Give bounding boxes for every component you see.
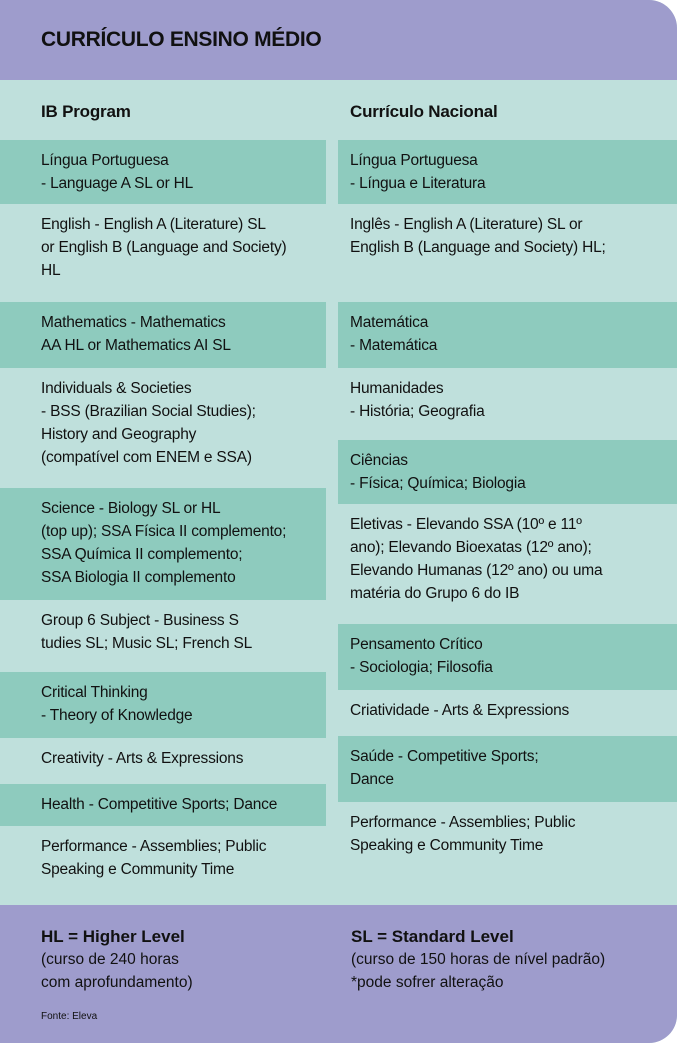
left-subject-line: Performance - Assemblies; Public	[41, 838, 267, 855]
right-subject-line: Matemática	[350, 314, 429, 331]
left-subject-line: Mathematics - Mathematics	[41, 314, 226, 331]
right-subject-line: - Física; Química; Biologia	[350, 475, 526, 492]
header-bar	[0, 0, 677, 80]
left-subject-line: SSA Química II complemento;	[41, 546, 243, 563]
left-subject-cell	[0, 784, 326, 826]
right-subject-line: Eletivas - Elevando SSA (10º e 11º	[350, 516, 582, 533]
hl-legend	[41, 925, 193, 994]
sl-note: *pode sofrer alteração	[351, 974, 504, 991]
right-subject-line: Speaking e Community Time	[350, 837, 544, 854]
right-subject-cell	[338, 736, 677, 802]
hl-description-line: (curso de 240 horas	[41, 951, 179, 968]
left-subject-line: SSA Biologia II complemento	[41, 569, 236, 586]
right-subject-line: Elevando Humanas (12º ano) ou uma	[350, 562, 603, 579]
left-subject-cell	[0, 488, 326, 600]
right-subject-cell	[338, 440, 677, 504]
left-subject-line: - Language A SL or HL	[41, 175, 194, 192]
left-subject-line: Group 6 Subject - Business S	[41, 612, 239, 629]
left-subject-line: Língua Portuguesa	[41, 152, 169, 169]
right-subject-line: ano); Elevando Bioexatas (12º ano);	[350, 539, 592, 556]
hl-description-line: com aprofundamento)	[41, 974, 193, 991]
left-subject-line: Speaking e Community Time	[41, 861, 235, 878]
right-subject-cell	[338, 690, 677, 736]
right-subject-line: matéria do Grupo 6 do IB	[350, 585, 520, 602]
right-subject-cell	[338, 504, 677, 624]
right-subject-cell	[338, 802, 677, 902]
right-subject-line: English B (Language and Society) HL;	[350, 239, 606, 256]
right-subject-cell	[338, 140, 677, 204]
right-subject-line: Dance	[350, 771, 394, 788]
sl-label: SL = Standard Level	[351, 927, 514, 946]
hl-label: HL = Higher Level	[41, 927, 185, 946]
left-subject-cell	[0, 738, 326, 784]
right-subject-line: - Matemática	[350, 337, 438, 354]
left-subject-cell	[0, 302, 326, 368]
right-subject-cell	[338, 204, 677, 302]
left-subject-line: Creativity - Arts & Expressions	[41, 750, 244, 767]
legend-footer	[0, 905, 677, 1043]
right-subject-line: Saúde - Competitive Sports;	[350, 748, 539, 765]
left-subject-line: - BSS (Brazilian Social Studies);	[41, 403, 256, 420]
left-subject-line: - Theory of Knowledge	[41, 707, 193, 724]
sl-legend	[351, 925, 605, 994]
right-subject-line: Ciências	[350, 452, 408, 469]
left-subject-line: or English B (Language and Society)	[41, 239, 287, 256]
left-subject-line: Health - Competitive Sports; Dance	[41, 796, 278, 813]
right-subject-line: Performance - Assemblies; Public	[350, 814, 576, 831]
left-subject-cell	[0, 672, 326, 738]
left-subject-line: AA HL or Mathematics AI SL	[41, 337, 231, 354]
left-subject-cell	[0, 368, 326, 488]
source-credit: Fonte: Eleva	[41, 1011, 98, 1022]
left-subject-line: (top up); SSA Física II complemento;	[41, 523, 287, 540]
right-subject-cell	[338, 624, 677, 690]
left-subject-line: tudies SL; Music SL; French SL	[41, 635, 253, 652]
left-subject-cell	[0, 600, 326, 672]
left-subject-line: Individuals & Societies	[41, 380, 192, 397]
right-subject-line: Humanidades	[350, 380, 444, 397]
right-subject-line: Criatividade - Arts & Expressions	[350, 702, 570, 719]
national-curriculum-column-header: Currículo Nacional	[350, 102, 498, 121]
right-subject-cell	[338, 302, 677, 368]
left-subject-line: HL	[41, 262, 61, 279]
left-subject-cell	[0, 204, 326, 302]
page-title: CURRÍCULO ENSINO MÉDIO	[41, 28, 322, 51]
ib-program-column-header: IB Program	[41, 102, 131, 121]
right-subject-line: - História; Geografia	[350, 403, 485, 420]
left-subject-cell	[0, 826, 326, 902]
right-subject-line: - Língua e Literatura	[350, 175, 486, 192]
left-subject-cell	[0, 140, 326, 204]
left-subject-line: Science - Biology SL or HL	[41, 500, 221, 517]
left-subject-line: Critical Thinking	[41, 684, 148, 701]
right-subject-line: Língua Portuguesa	[350, 152, 478, 169]
left-subject-line: English - English A (Literature) SL	[41, 216, 266, 233]
right-subject-line: - Sociologia; Filosofia	[350, 659, 493, 676]
left-subject-line: (compatível com ENEM e SSA)	[41, 449, 252, 466]
right-subject-line: Inglês - English A (Literature) SL or	[350, 216, 583, 233]
sl-description-line: (curso de 150 horas de nível padrão)	[351, 951, 606, 968]
left-subject-line: History and Geography	[41, 426, 197, 443]
right-subject-cell	[338, 368, 677, 440]
right-subject-line: Pensamento Crítico	[350, 636, 483, 653]
